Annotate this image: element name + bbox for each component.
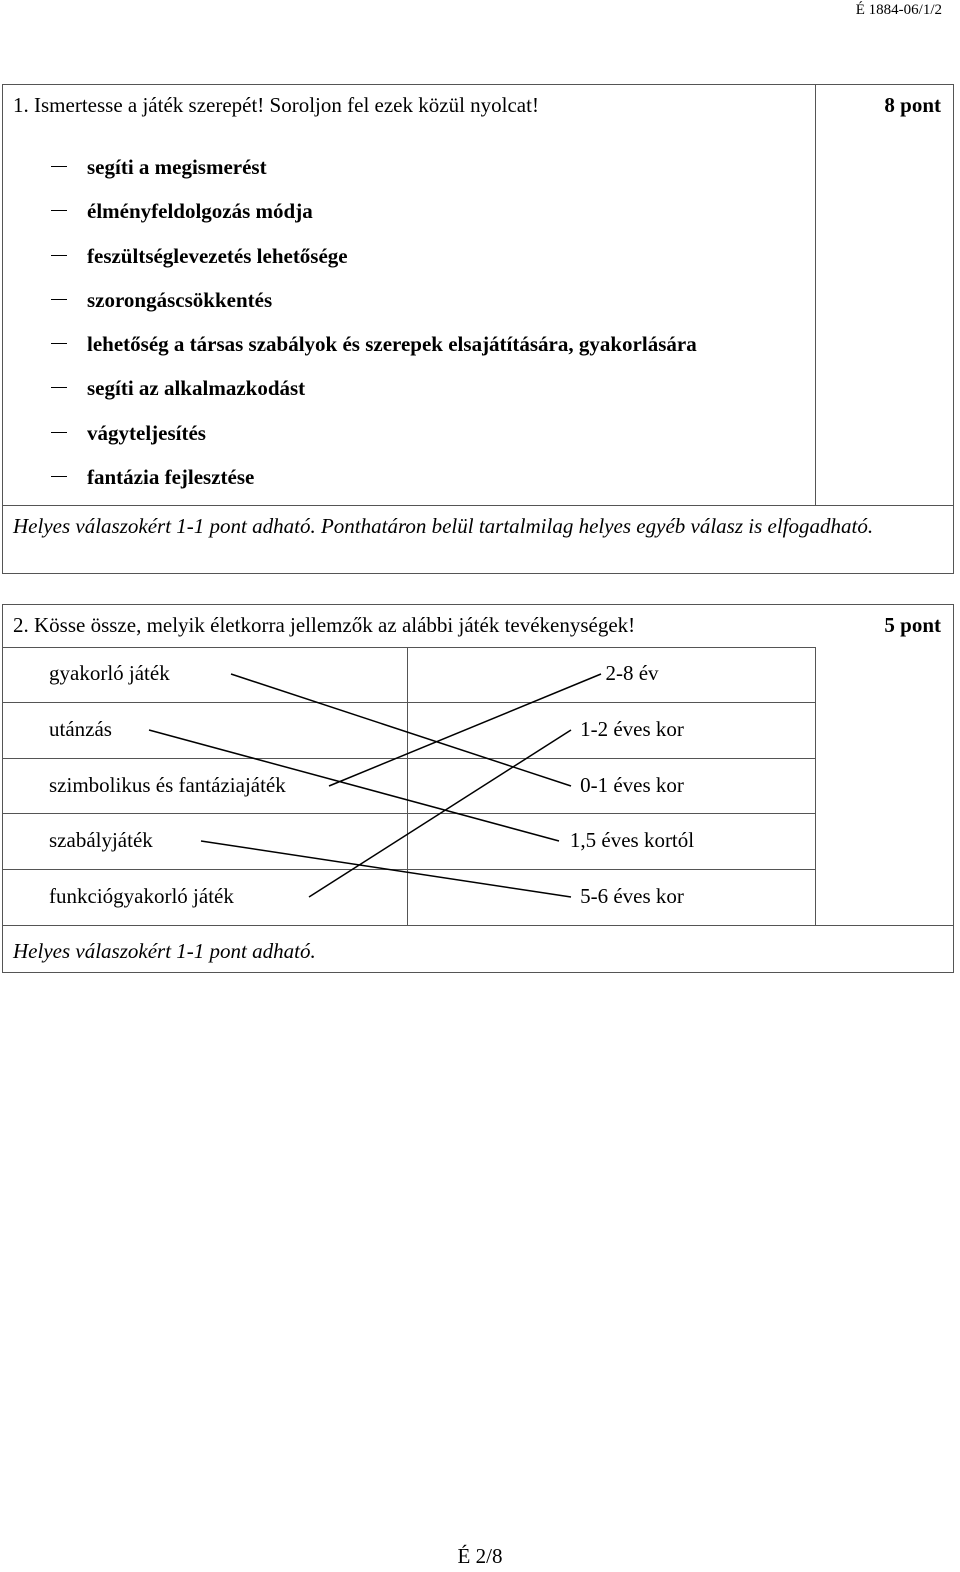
answer-text: vágyteljesítés xyxy=(87,420,206,445)
age-item: 5-6 éves kor xyxy=(580,884,684,908)
answer-item xyxy=(51,463,697,507)
dash-bullet xyxy=(51,343,67,344)
answer-text: lehetőség a társas szabályok és szerepek elsajátítására, gyakorlására xyxy=(87,332,697,357)
activity-item: gyakorló játék xyxy=(49,661,170,685)
activity-item: szimbolikus és fantáziajáték xyxy=(49,773,286,797)
activity-item: szabályjáték xyxy=(49,828,153,852)
question-2-box xyxy=(2,604,954,973)
document-code: É 1884-06/1/2 xyxy=(855,2,942,18)
page-number: É 2/8 xyxy=(457,1544,503,1568)
question-2-title: 2. Kösse össze, melyik életkorra jellemzők az alábbi játék tevékenységek! xyxy=(13,613,636,637)
match-line xyxy=(329,674,601,786)
dash-bullet xyxy=(51,476,67,477)
dash-bullet xyxy=(51,166,67,167)
activity-item: utánzás xyxy=(49,717,112,741)
answer-item xyxy=(51,242,697,286)
activity-item: funkciógyakorló játék xyxy=(49,884,234,908)
answer-item xyxy=(51,197,697,241)
answer-text: segíti a megismerést xyxy=(87,155,267,179)
age-item: 2-8 év xyxy=(605,661,659,685)
dash-bullet xyxy=(51,210,67,211)
answer-item xyxy=(51,330,697,374)
answer-text: segíti az alkalmazkodást xyxy=(87,376,306,401)
answer-list xyxy=(51,153,697,507)
question-1-box xyxy=(2,84,954,574)
points-column-divider xyxy=(815,85,816,505)
question-1-title: 1. Ismertesse a játék szerepét! Soroljon fel ezek közül nyolcat! xyxy=(13,93,539,117)
scoring-note: Helyes válaszokért 1-1 pont adható. xyxy=(13,939,316,963)
match-line xyxy=(201,841,571,897)
age-item: 1,5 éves kortól xyxy=(569,828,695,852)
match-line xyxy=(309,730,571,897)
dash-bullet xyxy=(51,387,67,388)
dash-bullet xyxy=(51,299,67,300)
dash-bullet xyxy=(51,255,67,256)
match-line xyxy=(231,674,571,786)
answer-text: szorongáscsökkentés xyxy=(87,287,273,312)
answer-item xyxy=(51,374,697,418)
match-line xyxy=(149,730,559,841)
question-1-points: 8 pont xyxy=(884,93,941,117)
answer-text: feszültséglevezetés lehetősége xyxy=(87,243,348,268)
answer-text: élményfeldolgozás módja xyxy=(87,199,313,224)
dash-bullet xyxy=(51,432,67,433)
matching-lines xyxy=(3,605,953,925)
answer-item xyxy=(51,153,697,197)
answer-item xyxy=(51,419,697,463)
age-item: 0-1 éves kor xyxy=(580,773,684,797)
answer-text: fantázia fejlesztése xyxy=(87,465,255,490)
note-divider xyxy=(3,925,953,926)
answer-item xyxy=(51,286,697,330)
scoring-note: Helyes válaszokért 1-1 pont adható. Ponthatáron belül tartalmilag helyes egyéb válasz is elfogadható. xyxy=(13,514,874,538)
question-2-points: 5 pont xyxy=(884,613,941,637)
age-item: 1-2 éves kor xyxy=(580,717,684,741)
